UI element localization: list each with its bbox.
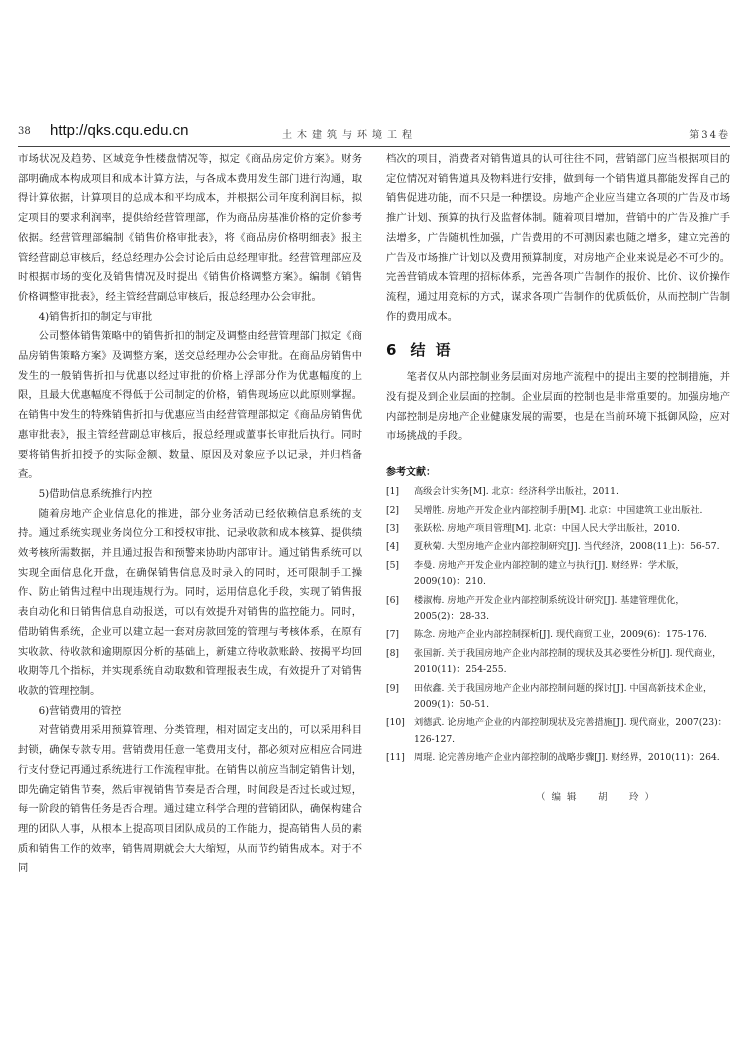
body-paragraph: 公司整体销售策略中的销售折扣的制定及调整由经营管理部门拟定《商品房销售策略方案》及调整方案，送交总经理办公会审批。在商品房销售中发生的一般销售折扣与优惠以经过审批的价格上浮部分作为优惠幅度的上限，且最大优惠幅度不得低于公司制定的价格，销售现场应以此原则掌握。在销售中发生的特殊销售折扣与优惠应当由经营管理部拟定《商品房销售优惠审批表》，报主管经营副总审核后，报总经理或董事长审批后执行。同时要将销售折扣授予的实际金额、数量、原因及对象应予以记录，并归档备查。 [18,330,362,481]
reference-text: 夏秋菊. 大型房地产企业内部控制研究[J]. 当代经济，2008(11上)：56-57. [414,541,720,553]
subsection-heading: 5)借助信息系统推行内控 [38,487,153,500]
conclusion-paragraph: 笔者仅从内部控制业务层面对房地产流程中的提出主要的控制措施，并没有提及到企业层面的控制。企业层面的控制也是非常重要的。加强房地产内部控制是房地产企业健康发展的需要，也是在当前环境下抵御风险，应对市场挑战的手段。 [386,371,730,443]
reference-number: [11] [386,752,405,764]
editor-credit: （编辑 胡 玲） [535,791,660,803]
body-paragraph: 对营销费用采用预算管理、分类管理，相对固定支出的，可以采用科目封锁，确保专款专用。营销费用任意一笔费用支付，都必须对应相应合同进行支付登记再通过系统进行工作流程审批。在销售以前应当制定销售计划，即先确定销售节奏，然后审视销售节奏是否合理，时间段是否过长或过短，每一阶段的销售任务是否合理。通过建立科学合理的营销团队，确保构建合理的团队人事，从根本上提高项目团队成员的工作能力，提高销售人员的素质和销售工作的效率，销售周期就会大大缩短，从而节约销售成本。对于不同 [18,724,362,875]
reference-item [386,646,730,679]
reference-item [386,627,730,643]
reference-number: [2] [386,504,400,516]
reference-text: 李曼. 房地产开发企业内部控制的建立与执行[J]. 财经界：学术版，2009(10)：210. [414,559,685,588]
reference-text: 张国新. 关于我国房地产企业内部控制的现状及其必要性分析[J]. 现代商业，2010(11)：254-255. [414,647,722,676]
reference-number: [7] [386,629,400,641]
reference-text: 刘德武. 论房地产企业的内部控制现状及完善措施[J]. 现代商业，2007(23)：126-127. [414,717,727,745]
reference-item [386,521,730,537]
body-paragraph: 档次的项目，消费者对销售道具的认可往往不同，营销部门应当根据项目的定位情况对销售道具及物料进行安排，做到每一个销售道具都能发挥自己的销售促进功能，而不只是一种摆设。房地产企业应当建立各项的广告及市场推广计划、预算的执行及监督体制。随着项目增加，营销中的广告及推广手法增多，广告随机性加强，广告费用的不可测因素也随之增多，建立完善的广告及市场推广计划以及费用预算制度，对房地产企业来说是必不可少的。完善营销成本管理的招标体系，完善各项广告制作的报价、比价、议价操作流程，通过用竞标的方式，谋求各项广告制作的优质低价，从而控制广告制作的费用成本。 [386,153,730,323]
running-header [18,122,730,144]
right-column [386,150,730,803]
reference-number: [5] [386,559,400,571]
reference-item [386,503,730,519]
reference-item [386,681,730,714]
reference-number: [4] [386,541,400,553]
body-paragraph: 随着房地产企业信息化的推进，部分业务活动已经依赖信息系统的支持。通过系统实现业务岗位分工和授权审批、记录收款和成本核算、提供绩效考核所需数据，并且通过报告和预警来协助内部审计。通过销售系统可以实现全面信息化开盘，在确保销售信息及时录入的同时，还可限制手工操作、防止销售过程中出现违规行为。同时，运用信息化手段，实现了销售报表自动化和日销售信息自动报送，可以有效提升对销售的监控能力。同时，借助销售系统，企业可以建立起一套对房款回笼的管理与考核体系，在原有实收款、待收款和逾期原因分析的基础上，新建立待收款账龄、按揭平均回收期等几个指标，并实现系统自动取数和管理报表生成，有效提升了对销售收款的管理控制。 [18,507,362,697]
reference-text: 陈念. 房地产企业内部控制探析[J]. 现代商贸工业，2009(6)：175-176. [414,629,707,641]
reference-number: [1] [386,486,400,498]
references-heading: 参考文献： [386,467,436,479]
reference-text: 楼淑梅. 房地产开发企业内部控制系统设计研究[J]. 基建管理优化，2005(2)：28-33. [414,594,685,622]
reference-item [386,715,730,748]
subsection-heading: 4)销售折扣的制定与审批 [38,310,153,323]
reference-text: 张跃松. 房地产项目管理[M]. 北京：中国人民大学出版社，2010. [414,522,680,534]
section-title: 结语 [410,341,461,360]
reference-number: [3] [386,522,400,534]
body-paragraph: 市场状况及趋势、区域竞争性楼盘情况等，拟定《商品房定价方案》。财务部明确成本构成项目和成本计算方法，与各成本费用发生部门进行沟通，取得计算依据，计算项目的总成本和平均成本，并根据公司年度利润目标，拟定项目的要求利润率，提供给经营管理部，作为商品房基准价格的定价参考依据。经营管理部编制《销售价格审批表》，将《商品房价格明细表》报主管经营副总审核后，经总经理办公会讨论后由总经理审批。经营管理部应及时根据市场的变化及销售情况及时提出《销售价格调整方案》。编制《销售价格调整审批表》，经主管经营副总审核后，报总经理办公会审批。 [18,153,362,303]
reference-item [386,750,730,766]
header-rule [18,146,730,147]
reference-item [386,539,730,555]
reference-item [386,593,730,626]
reference-number: [10] [386,717,405,729]
page-number: 38 [18,126,31,137]
reference-text: 高级会计实务[M]. 北京：经济科学出版社，2011. [414,486,619,498]
reference-text: 周琨. 论完善房地产企业内部控制的战略步骤[J]. 财经界，2010(11)：264. [414,752,720,764]
section-number: 6 [386,341,397,360]
volume-label: 第34卷 [689,130,730,141]
reference-number: [6] [386,594,400,606]
reference-number: [8] [386,647,400,659]
reference-list [386,484,730,767]
reference-item [386,558,730,591]
journal-title: 土木建筑与环境工程 [282,130,417,141]
section-heading-conclusion [386,339,730,360]
left-column [18,150,362,879]
subsection-heading: 6)营销费用的管控 [38,704,122,717]
reference-number: [9] [386,682,400,694]
reference-item [386,484,730,500]
reference-text: 吴增胜. 房地产开发企业内部控制手册[M]. 北京：中国建筑工业出版社. [414,504,703,516]
reference-text: 田依鑫. 关于我国房地产企业内部控制问题的探讨[J]. 中国高新技术企业，2009(1)：50-51. [414,682,713,711]
journal-url-watermark: http://qks.cqu.edu.cn [50,122,189,139]
